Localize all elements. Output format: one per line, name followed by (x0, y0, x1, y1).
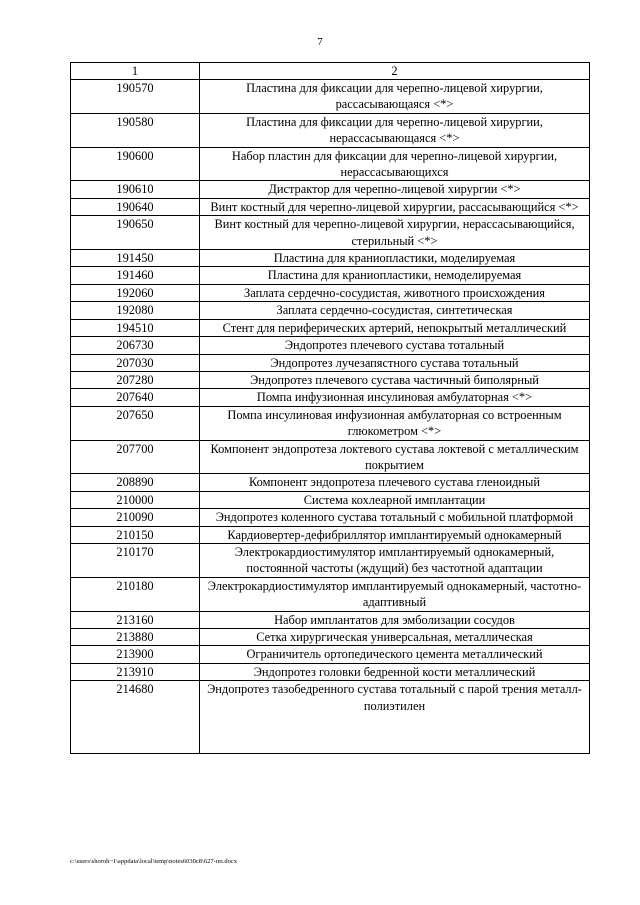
table-row (71, 354, 590, 371)
table-row (71, 216, 590, 250)
device-code-cell: 190610 (71, 181, 200, 198)
device-code-cell: 192080 (71, 302, 200, 319)
footer-file-path: c:\users\shoroh~1\appdata\local\temp\notes6030c8\627-пп.docx (70, 858, 237, 865)
page-number: 7 (317, 36, 323, 48)
table-row (71, 147, 590, 181)
device-code-cell: 210180 (71, 577, 200, 611)
device-code-cell: 190580 (71, 113, 200, 147)
device-code-cell: 192060 (71, 284, 200, 301)
device-code-cell: 213160 (71, 611, 200, 628)
table-row (71, 319, 590, 336)
device-name-cell: Помпа инфузионная инсулиновая амбулаторная <*> (200, 389, 590, 406)
table-row (71, 80, 590, 114)
table-row (71, 440, 590, 474)
table-row (71, 284, 590, 301)
device-code-cell: 210170 (71, 543, 200, 577)
table-row (71, 543, 590, 577)
device-code-cell: 190570 (71, 80, 200, 114)
device-code-cell: 190600 (71, 147, 200, 181)
device-name-cell: Эндопротез тазобедренного сустава тотальный с парой трения металл-полиэтилен (200, 681, 590, 754)
device-name-cell: Эндопротез плечевого сустава тотальный (200, 337, 590, 354)
table-row (71, 509, 590, 526)
device-name-cell: Эндопротез плечевого сустава частичный биполярный (200, 371, 590, 388)
device-name-cell: Заплата сердечно-сосудистая, животного происхождения (200, 284, 590, 301)
device-name-cell: Пластина для фиксации для черепно-лицевой хирургии, нерассасывающаяся <*> (200, 113, 590, 147)
table-row (71, 389, 590, 406)
table-row (71, 267, 590, 284)
device-code-cell: 210090 (71, 509, 200, 526)
table-row (71, 491, 590, 508)
table-row (71, 113, 590, 147)
device-name-cell: Пластина для краниопластики, немоделируемая (200, 267, 590, 284)
device-code-cell: 206730 (71, 337, 200, 354)
device-name-cell: Пластина для фиксации для черепно-лицевой хирургии, рассасывающаяся <*> (200, 80, 590, 114)
table-row (71, 577, 590, 611)
device-table (70, 62, 590, 754)
device-code-cell: 190650 (71, 216, 200, 250)
device-name-cell: Компонент эндопротеза локтевого сустава локтевой с металлическим покрытием (200, 440, 590, 474)
table-row (71, 198, 590, 215)
device-code-cell: 213900 (71, 646, 200, 663)
table-row (71, 337, 590, 354)
device-code-cell: 191460 (71, 267, 200, 284)
device-code-cell: 207280 (71, 371, 200, 388)
device-name-cell: Стент для периферических артерий, непокрытый металлический (200, 319, 590, 336)
table-row (71, 526, 590, 543)
device-code-cell: 208890 (71, 474, 200, 491)
device-name-cell: Винт костный для черепно-лицевой хирургии, нерассасывающийся, стерильный <*> (200, 216, 590, 250)
device-code-cell: 214680 (71, 681, 200, 754)
table-row (71, 302, 590, 319)
header-col-1: 1 (71, 63, 200, 80)
device-name-cell: Пластина для краниопластики, моделируемая (200, 250, 590, 267)
device-name-cell: Помпа инсулиновая инфузионная амбулаторная со встроенным глюкометром <*> (200, 406, 590, 440)
device-name-cell: Эндопротез коленного сустава тотальный с мобильной платформой (200, 509, 590, 526)
device-name-cell: Набор пластин для фиксации для черепно-лицевой хирургии, нерассасывающихся (200, 147, 590, 181)
device-code-cell: 207640 (71, 389, 200, 406)
table-row (71, 629, 590, 646)
device-name-cell: Сетка хирургическая универсальная, металлическая (200, 629, 590, 646)
device-code-cell: 210000 (71, 491, 200, 508)
device-name-cell: Электрокардиостимулятор имплантируемый однокамерный, частотно-адаптивный (200, 577, 590, 611)
device-name-cell: Винт костный для черепно-лицевой хирургии, рассасывающийся <*> (200, 198, 590, 215)
table-row (71, 181, 590, 198)
table-row (71, 371, 590, 388)
table-row (71, 663, 590, 680)
table-row (71, 474, 590, 491)
device-code-cell: 207030 (71, 354, 200, 371)
table-row (71, 646, 590, 663)
device-name-cell: Ограничитель ортопедического цемента металлический (200, 646, 590, 663)
device-code-cell: 194510 (71, 319, 200, 336)
device-name-cell: Компонент эндопротеза плечевого сустава гленоидный (200, 474, 590, 491)
device-code-cell: 190640 (71, 198, 200, 215)
table-row (71, 406, 590, 440)
device-name-cell: Дистрактор для черепно-лицевой хирургии <*> (200, 181, 590, 198)
device-code-cell: 207650 (71, 406, 200, 440)
device-name-cell: Эндопротез лучезапястного сустава тотальный (200, 354, 590, 371)
device-name-cell: Эндопротез головки бедренной кости металлический (200, 663, 590, 680)
device-name-cell: Электрокардиостимулятор имплантируемый однокамерный, постоянной частоты (ждущий) без частотной адаптации (200, 543, 590, 577)
header-col-2: 2 (200, 63, 590, 80)
table-header-row (71, 63, 590, 80)
device-code-cell: 210150 (71, 526, 200, 543)
table-row (71, 681, 590, 754)
device-code-cell: 207700 (71, 440, 200, 474)
device-name-cell: Набор имплантатов для эмболизации сосудов (200, 611, 590, 628)
device-code-cell: 213880 (71, 629, 200, 646)
table-row (71, 611, 590, 628)
device-name-cell: Система кохлеарной имплантации (200, 491, 590, 508)
device-code-cell: 213910 (71, 663, 200, 680)
device-code-cell: 191450 (71, 250, 200, 267)
table-row (71, 250, 590, 267)
device-name-cell: Кардиовертер-дефибриллятор имплантируемый однокамерный (200, 526, 590, 543)
device-name-cell: Заплата сердечно-сосудистая, синтетическая (200, 302, 590, 319)
